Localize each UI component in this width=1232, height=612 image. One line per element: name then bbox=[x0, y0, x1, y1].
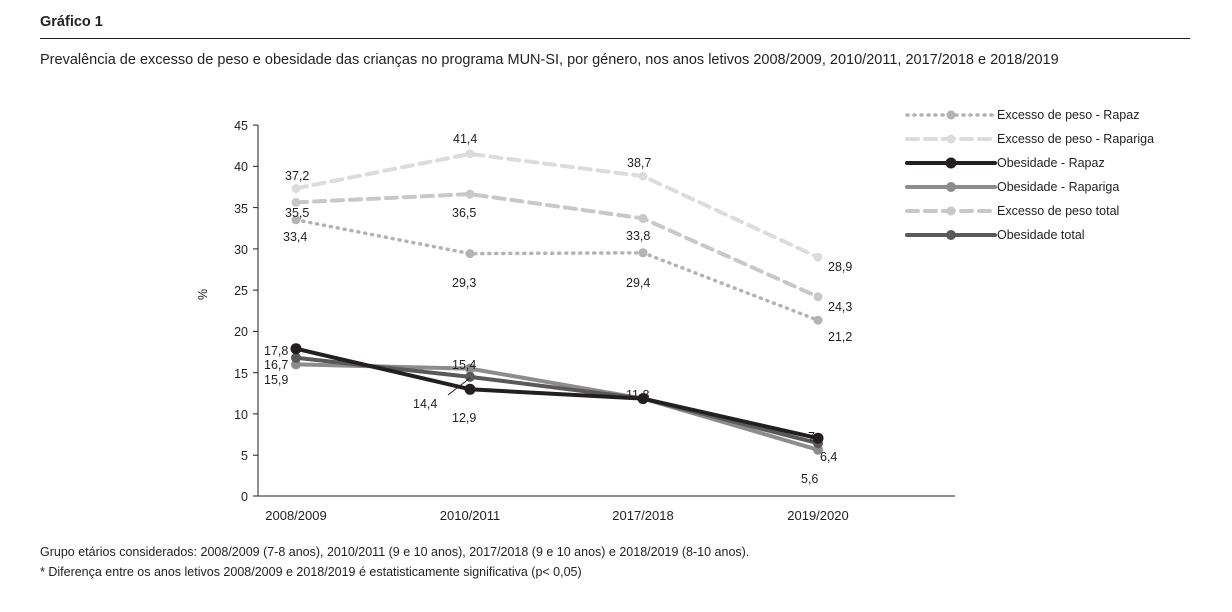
legend-item-excesso-peso-total[interactable] bbox=[905, 199, 1205, 223]
svg-text:45: 45 bbox=[234, 119, 248, 133]
label-387: 38,7 bbox=[627, 156, 652, 170]
footnote-significance: * Diferença entre os anos letivos 2008/2009 e 2018/2019 é estatisticamente significativa (p< 0,05) bbox=[40, 565, 582, 579]
svg-text:15: 15 bbox=[234, 367, 248, 381]
label-178: 17,8 bbox=[264, 344, 289, 358]
legend-swatch-dotted-light bbox=[905, 106, 997, 124]
legend-item-obesidade-total[interactable] bbox=[905, 223, 1205, 247]
y-axis-title: % bbox=[196, 288, 210, 300]
legend-label: Excesso de peso - Rapariga bbox=[997, 132, 1155, 146]
svg-text:2017/2018: 2017/2018 bbox=[612, 508, 674, 523]
label-338: 33,8 bbox=[626, 229, 651, 243]
label-56: 5,6 bbox=[801, 472, 819, 486]
legend-label: Excesso de peso total bbox=[997, 204, 1120, 218]
label-159: 15,9 bbox=[264, 373, 289, 387]
legend-swatch-solid-midgrey bbox=[905, 178, 997, 196]
label-7: 7 bbox=[808, 430, 815, 444]
series-excesso-peso-total bbox=[292, 190, 823, 302]
figure-footnotes bbox=[40, 542, 1160, 582]
legend-swatch-dashed-lightest bbox=[905, 130, 997, 148]
legend-label: Excesso de peso - Rapaz bbox=[997, 108, 1140, 122]
label-365: 36,5 bbox=[452, 206, 477, 220]
svg-text:2010/2011: 2010/2011 bbox=[439, 508, 501, 523]
label-167: 16,7 bbox=[264, 358, 289, 372]
chart-canvas bbox=[0, 95, 1232, 535]
svg-text:5: 5 bbox=[241, 449, 248, 463]
chart-legend bbox=[905, 103, 1205, 247]
label-414: 41,4 bbox=[453, 132, 478, 146]
series-excesso-peso-rapaz bbox=[292, 215, 823, 324]
legend-item-excesso-peso-rapariga[interactable] bbox=[905, 127, 1205, 151]
label-144: 14,4 bbox=[413, 397, 438, 411]
svg-text:30: 30 bbox=[234, 243, 248, 257]
svg-text:2008/2009: 2008/2009 bbox=[265, 508, 327, 523]
legend-label: Obesidade - Rapariga bbox=[997, 180, 1120, 194]
x-axis-ticks bbox=[265, 508, 848, 523]
legend-label: Obesidade total bbox=[997, 228, 1085, 242]
legend-item-obesidade-rapariga[interactable] bbox=[905, 175, 1205, 199]
figure-caption: Prevalência de excesso de peso e obesidade das crianças no programa MUN-SI, por género, nos anos letivos 2008/2009, 2010/2011, 2017/2018 e 2018/2019 bbox=[40, 52, 1059, 68]
label-294: 29,4 bbox=[626, 276, 651, 290]
label-289: 28,9 bbox=[828, 260, 853, 274]
legend-swatch-solid-darkgrey bbox=[905, 226, 997, 244]
svg-text:2019/2020: 2019/2020 bbox=[787, 508, 849, 523]
label-118: 11,8 bbox=[626, 388, 650, 402]
series-obesidade-rapariga bbox=[291, 359, 823, 454]
figure-label: Gráfico 1 bbox=[40, 14, 103, 30]
legend-item-excesso-peso-rapaz[interactable] bbox=[905, 103, 1205, 127]
label-243: 24,3 bbox=[828, 300, 853, 314]
legend-label: Obesidade - Rapaz bbox=[997, 156, 1105, 170]
label-212: 21,2 bbox=[828, 330, 853, 344]
legend-swatch-solid-black bbox=[905, 154, 997, 172]
label-64: 6,4 bbox=[820, 450, 838, 464]
svg-text:35: 35 bbox=[234, 202, 248, 216]
label-372: 37,2 bbox=[285, 169, 310, 183]
label-293: 29,3 bbox=[452, 276, 477, 290]
svg-text:0: 0 bbox=[241, 490, 248, 504]
footnote-age-groups: Grupo etários considerados: 2008/2009 (7-8 anos), 2010/2011 (9 e 10 anos), 2017/2018 (9 e 10 anos) e 2018/2019 (8-10 anos). bbox=[40, 545, 750, 559]
y-axis-ticks bbox=[234, 119, 258, 504]
legend-swatch-dashed-light bbox=[905, 202, 997, 220]
header-divider bbox=[40, 38, 1190, 39]
label-154: 15,4 bbox=[452, 358, 477, 372]
svg-text:25: 25 bbox=[234, 284, 248, 298]
label-334: 33,4 bbox=[283, 230, 308, 244]
svg-text:40: 40 bbox=[234, 160, 248, 174]
svg-text:20: 20 bbox=[234, 325, 248, 339]
label-129: 12,9 bbox=[452, 411, 477, 425]
label-355: 35,5 bbox=[285, 206, 310, 220]
svg-text:10: 10 bbox=[234, 408, 248, 422]
legend-item-obesidade-rapaz[interactable] bbox=[905, 151, 1205, 175]
